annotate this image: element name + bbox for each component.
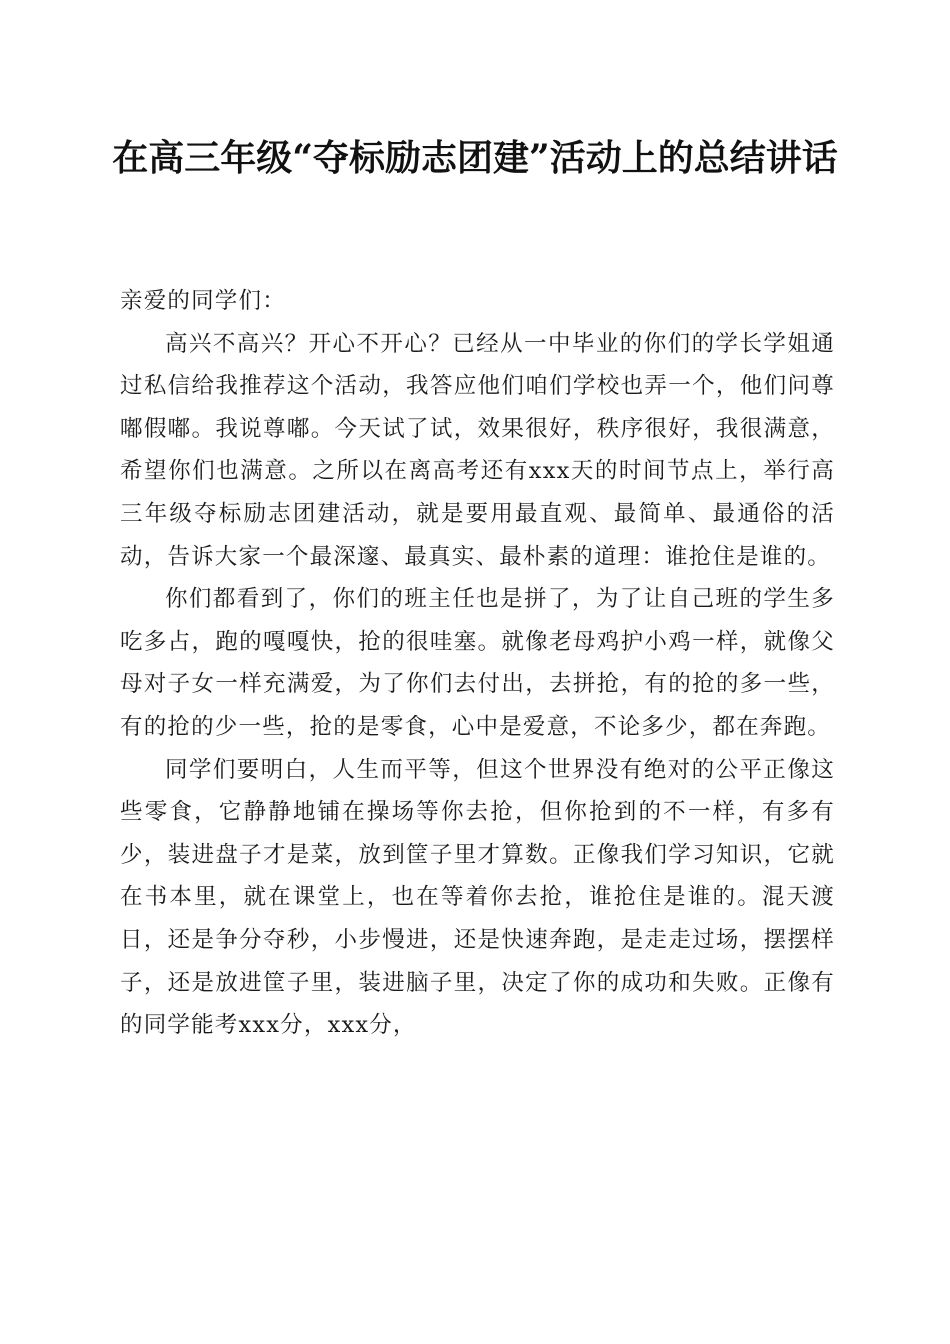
salutation: 亲爱的同学们： [120,288,286,314]
paragraph: 同学们要明白，人生而平等，但这个世界没有绝对的公平正像这些零食，它静静地铺在操场等你去抢，但你抢到的不一样，有多有少，装进盘子才是菜，放到筐子里才算数。正像我们学习知识，它就在书本里，就在课堂上，也在等着你去抢，谁抢住是谁的。混天渡日，还是争分夺秒，小步慢进，还是快速奔跑，是走走过场，摆摆样子，还是放进筐子里，装进脑子里，决定了你的成功和失败。正像有的同学能考xxx分，xxx分， [120,756,835,1039]
paragraph: 你们都看到了，你们的班主任也是拼了，为了让自己班的学生多吃多占，跑的嘎嘎快，抢的很哇塞。就像老母鸡护小鸡一样，就像父母对子女一样充满爱，为了你们去付出，去拼抢，有的抢的多一些，有的抢的少一些，抢的是零食，心中是爱意，不论多少，都在奔跑。 [120,586,835,740]
paragraph: 高兴不高兴？开心不开心？已经从一中毕业的你们的学长学姐通过私信给我推荐这个活动，我答应他们咱们学校也弄一个，他们问尊嘟假嘟。我说尊嘟。今天试了试，效果很好，秩序很好，我很满意，希望你们也满意。之所以在离高考还有xxx天的时间节点上，举行高三年级夺标励志团建活动，就是要用最直观、最简单、最通俗的活动，告诉大家一个最深邃、最真实、最朴素的道理：谁抢住是谁的。 [120,330,835,570]
document-body [120,280,835,1047]
document-title: 在高三年级“夺标励志团建”活动上的总结讲话 [112,137,838,179]
